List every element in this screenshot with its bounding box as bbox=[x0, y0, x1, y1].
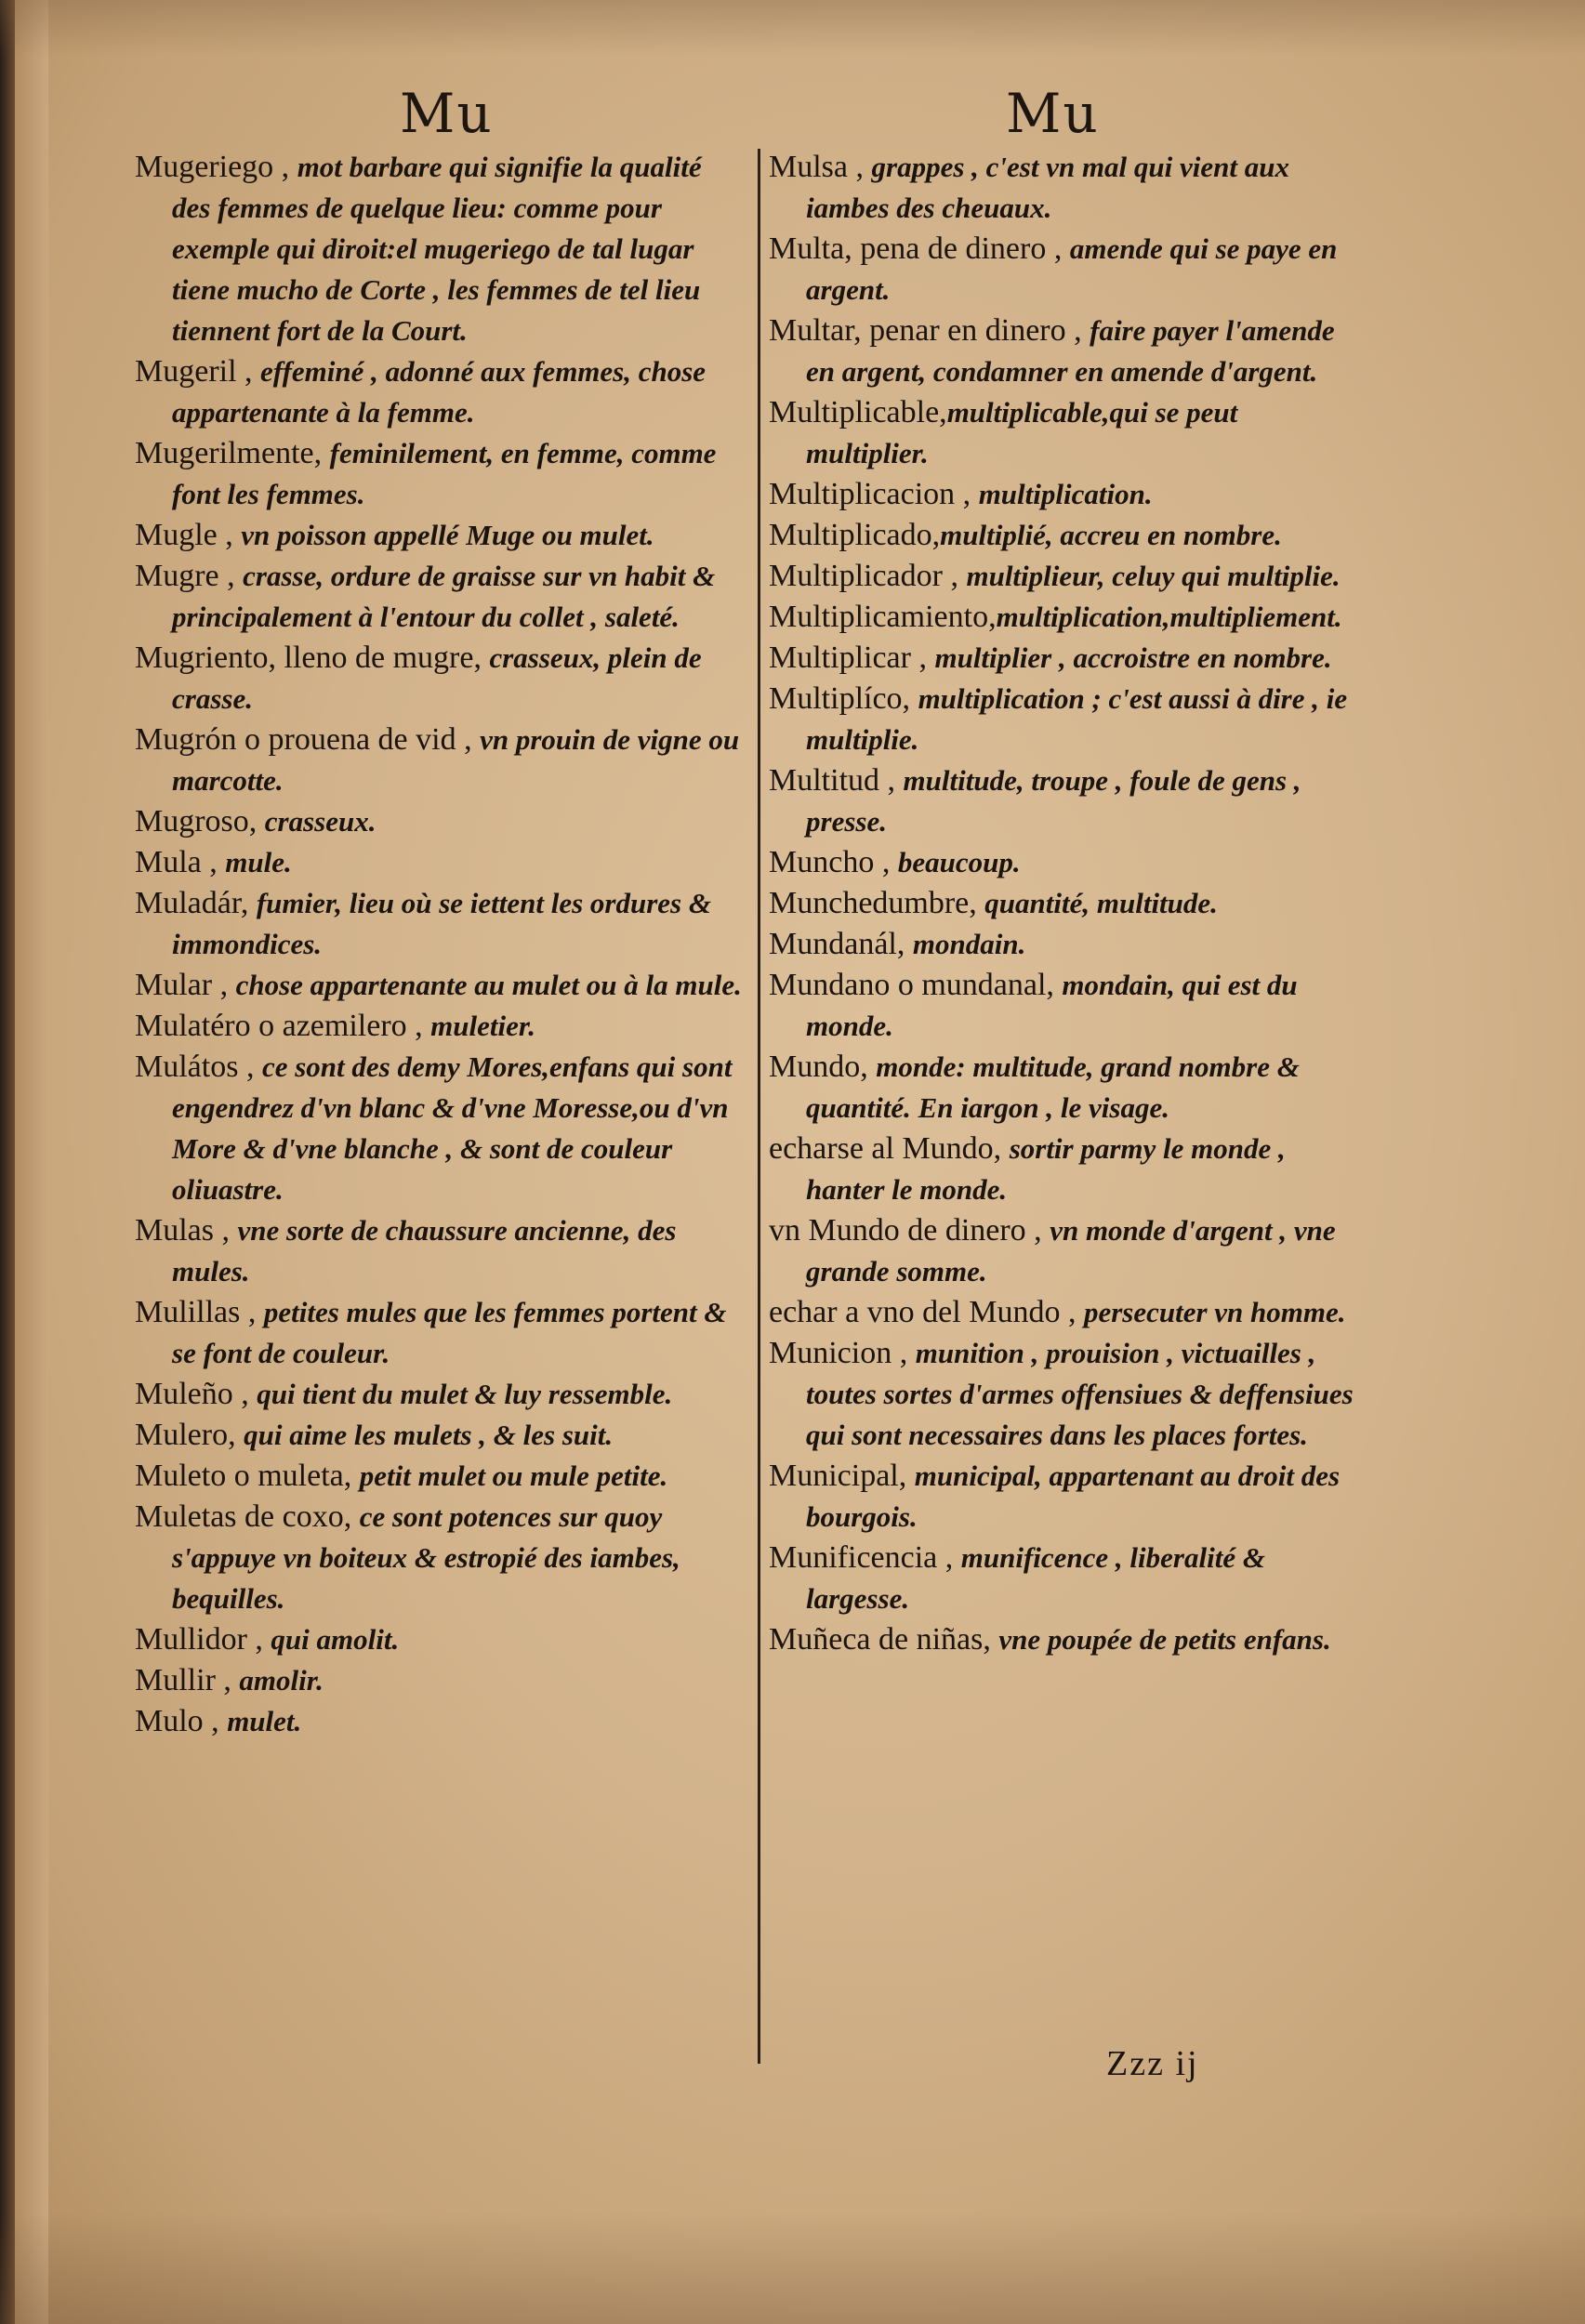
page-shadow-bottom bbox=[0, 2212, 1585, 2324]
dictionary-entry bbox=[769, 515, 1364, 556]
entry-headword: Mugerilmente, bbox=[135, 436, 330, 470]
dictionary-entry bbox=[135, 1456, 744, 1497]
page-shadow-top bbox=[0, 0, 1585, 56]
entry-headword: Muñeca de niñas, bbox=[769, 1622, 999, 1657]
entry-definition: crasseux. bbox=[264, 805, 376, 838]
entry-headword: Mulatéro o azemilero , bbox=[135, 1009, 431, 1043]
dictionary-entry bbox=[135, 1701, 744, 1742]
dictionary-entry bbox=[769, 1129, 1364, 1210]
entry-definition: grappes , c'est vn mal qui vient aux iambes des cheuaux. bbox=[806, 151, 1289, 224]
dictionary-entry bbox=[135, 351, 744, 433]
dictionary-entry bbox=[769, 638, 1364, 679]
entry-headword: Mulero, bbox=[135, 1418, 244, 1452]
entry-headword: Mular , bbox=[135, 968, 236, 1002]
entry-headword: Mundo, bbox=[769, 1050, 877, 1084]
dictionary-entry bbox=[769, 1619, 1364, 1660]
dictionary-entry bbox=[769, 1456, 1364, 1538]
entry-definition: crasseux, plein de crasse. bbox=[172, 641, 702, 715]
entry-definition: qui tient du mulet & luy ressemble. bbox=[257, 1378, 673, 1410]
entry-headword: Muleño , bbox=[135, 1377, 258, 1411]
running-header-left: Mu bbox=[400, 82, 494, 145]
entry-headword: echarse al Mundo, bbox=[769, 1131, 1010, 1166]
entry-definition: mondain. bbox=[912, 928, 1026, 960]
left-column bbox=[135, 147, 744, 1742]
entry-definition: fumier, lieu où se iettent les ordures & immondices. bbox=[172, 887, 711, 960]
entry-definition: petit mulet ou mule petite. bbox=[359, 1459, 668, 1492]
entry-definition: amolir. bbox=[239, 1664, 324, 1697]
entry-definition: feminilement, en femme, comme font les femmes. bbox=[172, 437, 717, 510]
entry-definition: munition , prouision , victuailles , toutes sortes d'armes offensiues & deffensiues qui sont necessaires dans les places fortes. bbox=[806, 1337, 1354, 1451]
dictionary-entry bbox=[135, 1374, 744, 1415]
dictionary-entry bbox=[769, 1047, 1364, 1129]
entry-definition: munificence , liberalité & largesse. bbox=[806, 1541, 1265, 1615]
entry-definition: multiplier , accroistre en nombre. bbox=[934, 641, 1332, 674]
entry-headword: Mundanál, bbox=[769, 927, 913, 961]
entry-headword: Multitud , bbox=[769, 763, 904, 798]
entry-headword: Mulillas , bbox=[135, 1295, 264, 1329]
entry-headword: Multiplicamiento, bbox=[769, 600, 997, 634]
right-column bbox=[769, 147, 1364, 1660]
dictionary-entry bbox=[135, 433, 744, 515]
dictionary-entry bbox=[135, 1006, 744, 1047]
entry-headword: Muncho , bbox=[769, 845, 898, 879]
entry-headword: Mulas , bbox=[135, 1213, 238, 1248]
dictionary-entry bbox=[769, 597, 1364, 638]
entry-definition: vne sorte de chaussure ancienne, des mules. bbox=[172, 1214, 677, 1287]
entry-definition: multiplication. bbox=[978, 478, 1153, 510]
entry-headword: Muleto o muleta, bbox=[135, 1459, 360, 1493]
entry-definition: petites mules que les femmes portent & se font de couleur. bbox=[172, 1296, 727, 1369]
entry-headword: Mullir , bbox=[135, 1663, 240, 1697]
dictionary-entry bbox=[135, 515, 744, 556]
entry-definition: qui amolit. bbox=[271, 1623, 400, 1656]
entry-headword: vn Mundo de dinero , bbox=[769, 1213, 1050, 1248]
dictionary-entry bbox=[135, 965, 744, 1006]
dictionary-entry bbox=[769, 310, 1364, 392]
entry-definition: ce sont des demy Mores,enfans qui sont engendrez d'vn blanc & d'vne Moresse,ou d'vn More & d'vne blanche , & sont de couleur oliuastre. bbox=[172, 1050, 733, 1206]
entry-definition: vn prouin de vigne ou marcotte. bbox=[172, 723, 740, 797]
entry-definition: monde: multitude, grand nombre & quantité. En iargon , le visage. bbox=[806, 1050, 1300, 1124]
entry-headword: Muletas de coxo, bbox=[135, 1499, 360, 1534]
entry-definition: vn monde d'argent , vne grande somme. bbox=[806, 1214, 1336, 1287]
entry-headword: Munchedumbre, bbox=[769, 886, 985, 920]
entry-definition: mule. bbox=[225, 846, 292, 878]
entry-definition: persecuter vn homme. bbox=[1083, 1296, 1346, 1328]
entry-headword: Mulátos , bbox=[135, 1050, 262, 1084]
dictionary-entry bbox=[769, 229, 1364, 310]
entry-definition: sortir parmy le monde , hanter le monde. bbox=[806, 1132, 1286, 1206]
entry-headword: Multiplicado, bbox=[769, 518, 941, 552]
dictionary-entry bbox=[135, 147, 744, 351]
entry-headword: Mugeril , bbox=[135, 354, 261, 389]
entry-headword: Mundano o mundanal, bbox=[769, 968, 1063, 1002]
entry-definition: vn poisson appellé Muge ou mulet. bbox=[241, 519, 654, 551]
entry-headword: Mugriento, lleno de mugre, bbox=[135, 640, 490, 675]
entry-definition: amende qui se paye en argent. bbox=[806, 232, 1338, 306]
entry-headword: echar a vno del Mundo , bbox=[769, 1295, 1084, 1329]
dictionary-entry bbox=[769, 1333, 1364, 1456]
binding-gutter bbox=[0, 0, 15, 2324]
dictionary-entry bbox=[135, 883, 744, 965]
entry-headword: Municipal, bbox=[769, 1459, 915, 1493]
dictionary-entry bbox=[769, 1292, 1364, 1333]
entry-headword: Multa, pena de dinero , bbox=[769, 231, 1070, 266]
entry-definition: qui aime les mulets , & les suit. bbox=[244, 1419, 614, 1451]
entry-headword: Multar, penar en dinero , bbox=[769, 313, 1090, 348]
entry-definition: multiplieur, celuy qui multiplie. bbox=[966, 560, 1341, 592]
dictionary-entry bbox=[769, 842, 1364, 883]
dictionary-entry bbox=[769, 392, 1364, 474]
entry-headword: Muladár, bbox=[135, 886, 257, 920]
entry-headword: Mulo , bbox=[135, 1704, 228, 1738]
dictionary-entry bbox=[135, 1415, 744, 1456]
entry-headword: Mullidor , bbox=[135, 1622, 271, 1657]
dictionary-entry bbox=[135, 1497, 744, 1619]
dictionary-entry bbox=[769, 1538, 1364, 1619]
entry-headword: Mula , bbox=[135, 845, 226, 879]
entry-definition: chose appartenante au mulet ou à la mule. bbox=[235, 969, 742, 1001]
signature-mark: Zzz ij bbox=[1106, 2044, 1199, 2083]
entry-definition: mondain, qui est du monde. bbox=[806, 969, 1298, 1042]
column-divider bbox=[758, 149, 760, 2064]
entry-headword: Multiplicable, bbox=[769, 395, 947, 429]
entry-headword: Mugrón o prouena de vid , bbox=[135, 722, 481, 757]
dictionary-entry bbox=[135, 1210, 744, 1292]
entry-headword: Mugroso, bbox=[135, 804, 265, 838]
dictionary-entry bbox=[135, 638, 744, 720]
entry-headword: Mugle , bbox=[135, 518, 242, 552]
entry-definition: multitude, troupe , foule de gens , presse. bbox=[806, 764, 1301, 838]
entry-definition: quantité, multitude. bbox=[984, 887, 1218, 919]
dictionary-entry bbox=[769, 679, 1364, 760]
entry-definition: muletier. bbox=[430, 1010, 535, 1042]
dictionary-entry bbox=[135, 1292, 744, 1374]
entry-definition: faire payer l'amende en argent, condamner en amende d'argent. bbox=[806, 314, 1335, 388]
entry-headword: Mugre , bbox=[135, 559, 244, 593]
entry-headword: Mulsa , bbox=[769, 150, 872, 184]
entry-definition: multiplication ; c'est aussi à dire , ie multiplie. bbox=[806, 682, 1348, 756]
dictionary-entry bbox=[135, 1660, 744, 1701]
entry-headword: Multiplíco, bbox=[769, 681, 918, 716]
entry-headword: Munificencia , bbox=[769, 1540, 961, 1575]
entry-definition: beaucoup. bbox=[897, 846, 1021, 878]
dictionary-entry bbox=[135, 1047, 744, 1210]
facing-page-edge bbox=[15, 0, 48, 2324]
entry-headword: Mugeriego , bbox=[135, 150, 297, 184]
entry-definition: mot barbare qui signifie la qualité des femmes de quelque lieu: comme pour exemple qui diroit:el mugeriego de tal lugar tiene mucho de Corte , les femmes de tel lieu tiennent fort de la Court. bbox=[172, 151, 702, 347]
entry-headword: Multiplicar , bbox=[769, 640, 935, 675]
dictionary-entry bbox=[769, 147, 1364, 229]
entry-headword: Municion , bbox=[769, 1336, 916, 1370]
dictionary-entry bbox=[135, 842, 744, 883]
dictionary-entry bbox=[769, 965, 1364, 1047]
entry-definition: ce sont potences sur quoy s'appuye vn boiteux & estropié des iambes, bequilles. bbox=[172, 1500, 680, 1615]
entry-headword: Multiplicacion , bbox=[769, 477, 979, 511]
dictionary-entry bbox=[769, 556, 1364, 597]
entry-definition: multiplication,multipliement. bbox=[996, 601, 1342, 633]
dictionary-entry bbox=[135, 1619, 744, 1660]
entry-definition: effeminé , adonné aux femmes, chose appartenante à la femme. bbox=[172, 355, 707, 429]
entry-definition: vne poupée de petits enfans. bbox=[998, 1623, 1331, 1656]
entry-headword: Multiplicador , bbox=[769, 559, 967, 593]
dictionary-entry bbox=[769, 924, 1364, 965]
dictionary-entry bbox=[769, 474, 1364, 515]
dictionary-entry bbox=[135, 720, 744, 801]
dictionary-entry bbox=[769, 883, 1364, 924]
dictionary-entry bbox=[135, 556, 744, 638]
entry-definition: multiplié, accreu en nombre. bbox=[940, 519, 1282, 551]
dictionary-entry bbox=[769, 1210, 1364, 1292]
entry-definition: mulet. bbox=[227, 1705, 302, 1737]
entry-definition: multiplicable,qui se peut multiplier. bbox=[806, 396, 1238, 469]
entry-definition: municipal, appartenant au droit des bourgois. bbox=[806, 1459, 1341, 1533]
running-header-right: Mu bbox=[1006, 82, 1100, 145]
entry-definition: crasse, ordure de graisse sur vn habit & principalement à l'entour du collet , saleté. bbox=[172, 560, 716, 633]
dictionary-entry bbox=[769, 760, 1364, 842]
dictionary-entry bbox=[135, 801, 744, 842]
